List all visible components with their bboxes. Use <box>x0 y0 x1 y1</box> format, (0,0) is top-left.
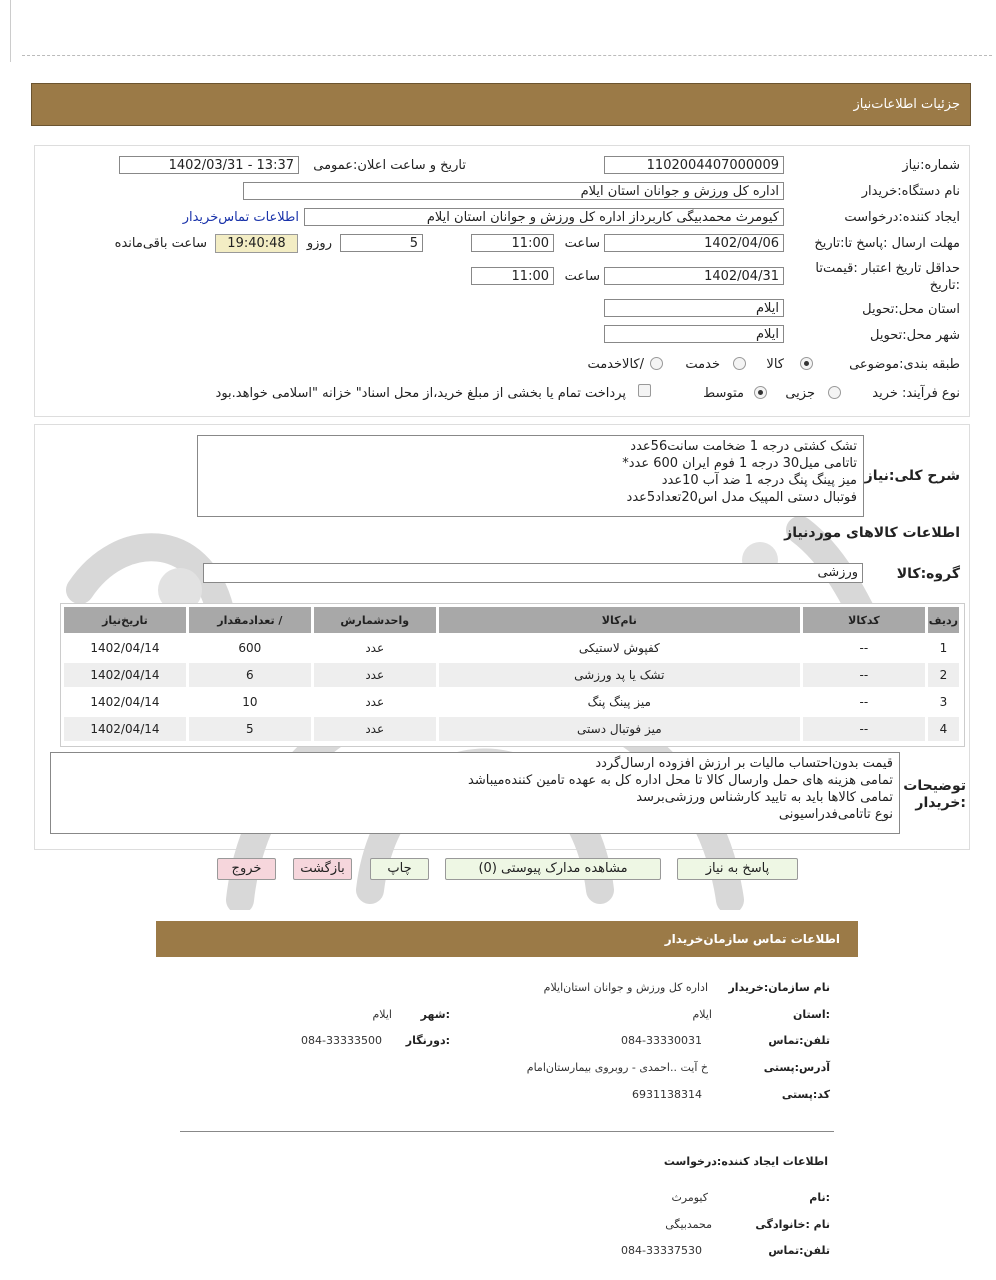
process-radio-minor[interactable] <box>828 386 841 399</box>
cell-qty: 600 <box>189 636 311 660</box>
cell-row: 4 <box>928 717 959 741</box>
remaining-label: ساعت باقی‌مانده <box>114 236 207 251</box>
cell-qty: 6 <box>189 663 311 687</box>
province-label: استان محل:تحویل <box>862 302 960 317</box>
treasury-payment-checkbox[interactable] <box>638 384 651 397</box>
contact-header-bar <box>156 921 858 957</box>
buyer-contact-link[interactable]: اطلاعات تماس‌خریدار <box>182 210 299 225</box>
announce-field: 1402/03/31 - 13:37 <box>119 156 299 174</box>
cell-name: میز فوتبال دستی <box>439 717 800 741</box>
creator-field: کیومرث محمدبیگی کاربرداز اداره کل ورزش و جوانان استان ایلام <box>304 208 784 226</box>
summary-line: میز پینگ پنگ درجه 1 ضد آب 10عدد <box>661 473 857 488</box>
header-bar <box>31 83 971 126</box>
address-label: آدرس:پستی <box>763 1061 830 1074</box>
summary-line: تاتامی میل30 درجه 1 فوم ایران 600 عدد* <box>622 456 857 471</box>
contact-city-label: :شهر <box>420 1008 450 1021</box>
validity-time-field: 11:00 <box>471 267 554 285</box>
days-field: 5 <box>340 234 423 252</box>
print-button[interactable]: چاپ <box>370 858 429 880</box>
cell-name: میز پینگ پنگ <box>439 690 800 714</box>
reply-button[interactable]: پاسخ به نیاز <box>677 858 798 880</box>
cell-name: تشک یا پد ورزشی <box>439 663 800 687</box>
fax-value: 084-33333500 <box>301 1034 382 1047</box>
creator-name-value: کیومرث <box>671 1191 708 1204</box>
buyer-notes <box>50 752 900 834</box>
header-title: جزئیات اطلاعات‌نیاز <box>853 97 960 112</box>
validity-time-label: ساعت <box>564 269 600 284</box>
province-field: ایلام <box>604 299 784 317</box>
deadline-time-field: 11:00 <box>471 234 554 252</box>
cell-row: 1 <box>928 636 959 660</box>
left-border-line <box>10 0 11 62</box>
cell-qty: 10 <box>189 690 311 714</box>
postal-value: 6931138314 <box>632 1088 702 1101</box>
table-row <box>64 663 959 687</box>
category-radio-service[interactable] <box>733 357 746 370</box>
attachments-button[interactable]: مشاهده مدارک پیوستی (0) <box>445 858 661 880</box>
col-code: کدکالا <box>803 607 925 633</box>
summary-description <box>197 435 864 517</box>
category-label: طبقه بندی:موضوعی <box>849 357 960 372</box>
validity-label: حداقل تاریخ اعتبار :قیمت‌تا <box>815 261 960 276</box>
table-row <box>64 636 959 660</box>
category-radio-goods[interactable] <box>800 357 813 370</box>
address-value: خ آیت ..احمدی - روبروی بیمارستان‌امام <box>526 1061 708 1074</box>
summary-label: شرح کلی:نیاز <box>864 468 960 484</box>
col-row: ردیف <box>928 607 959 633</box>
back-button[interactable]: بازگشت <box>293 858 352 880</box>
contact-phone-label: تلفن:تماس <box>768 1034 830 1047</box>
contact-divider <box>180 1131 834 1132</box>
dashed-divider <box>22 55 992 56</box>
summary-line: فوتبال دستی المپیک مدل اس20تعداد5عدد <box>626 490 857 505</box>
category-option-goods: کالا <box>766 357 784 372</box>
category-option-service: خدمت <box>685 357 720 372</box>
contact-province-value: ایلام <box>692 1008 712 1021</box>
cell-row: 2 <box>928 663 959 687</box>
deadline-date-field: 1402/04/06 <box>604 234 784 252</box>
deadline-label: مهلت ارسال :پاسخ تا:تاریخ <box>814 236 960 251</box>
table-row <box>64 717 959 741</box>
col-qty: / تعدادمقدار <box>189 607 311 633</box>
contact-province-label: :استان <box>793 1008 830 1021</box>
city-field: ایلام <box>604 325 784 343</box>
cell-date: 1402/04/14 <box>64 717 186 741</box>
creator-family-label: نام :خانوادگی <box>755 1218 830 1231</box>
creator-phone-label: تلفن:تماس <box>768 1244 830 1257</box>
exit-button[interactable]: خروج <box>217 858 276 880</box>
contact-city-value: ایلام <box>372 1008 392 1021</box>
goods-group-label: گروه:کالا <box>896 566 960 582</box>
cell-date: 1402/04/14 <box>64 636 186 660</box>
cell-date: 1402/04/14 <box>64 690 186 714</box>
cell-code: -- <box>803 663 925 687</box>
col-name: نام‌کالا <box>439 607 800 633</box>
note-line: قیمت بدون‌احتساب مالیات بر ارزش افزوده ارسال‌گردد <box>595 756 893 771</box>
col-date: تاریخ‌نیاز <box>64 607 186 633</box>
cell-unit: عدد <box>314 636 436 660</box>
org-label: نام سازمان:خریدار <box>728 981 830 994</box>
buyer-org-field: اداره کل ورزش و جوانان استان ایلام <box>243 182 784 200</box>
announce-label: تاریخ و ساعت اعلان:عمومی <box>313 158 466 173</box>
contact-title: اطلاعات تماس سازمان‌خریدار <box>664 932 840 946</box>
fax-label: :دورنگار <box>405 1034 450 1047</box>
buyer-notes-label-2: :خریدار <box>915 795 966 811</box>
validity-date-field: 1402/04/31 <box>604 267 784 285</box>
creator-name-label: :نام <box>809 1191 830 1204</box>
process-option-minor: جزیی <box>785 386 815 401</box>
goods-group-field: ورزشی <box>203 563 863 583</box>
cell-unit: عدد <box>314 663 436 687</box>
deadline-time-label: ساعت <box>564 236 600 251</box>
goods-table <box>61 604 962 744</box>
creator-label: ایجاد کننده:درخواست <box>844 210 960 225</box>
table-row <box>64 690 959 714</box>
cell-code: -- <box>803 636 925 660</box>
buyer-org-label: نام دستگاه:خریدار <box>861 184 960 199</box>
validity-label-2: :تاریخ <box>929 278 960 293</box>
need-number-label: شماره:نیاز <box>902 158 960 173</box>
org-value: اداره کل ورزش و جوانان استان‌ایلام <box>543 981 708 994</box>
summary-line: تشک کشتی درجه 1 ضخامت سانت56عدد <box>630 439 857 454</box>
buyer-notes-label: توضیحات <box>903 778 966 794</box>
creator-family-value: محمدبیگی <box>665 1218 712 1231</box>
days-label: روزو <box>306 236 332 251</box>
cell-name: کفپوش لاستیکی <box>439 636 800 660</box>
category-radio-goods-service[interactable] <box>650 357 663 370</box>
cell-unit: عدد <box>314 717 436 741</box>
creator-phone-value: 084-33337530 <box>621 1244 702 1257</box>
category-option-goods-service: /کالاخدمت <box>587 357 644 372</box>
cell-code: -- <box>803 717 925 741</box>
postal-label: کد:پستی <box>781 1088 830 1101</box>
process-option-medium: متوسط <box>703 386 744 401</box>
cell-unit: عدد <box>314 690 436 714</box>
goods-section-title: اطلاعات کالاهای موردنیاز <box>784 525 960 541</box>
col-unit: واحدشمارش <box>314 607 436 633</box>
contact-phone-value: 084-33330031 <box>621 1034 702 1047</box>
goods-table-header <box>64 607 959 633</box>
city-label: شهر محل:تحویل <box>870 328 960 343</box>
process-radio-medium[interactable] <box>754 386 767 399</box>
treasury-payment-note: پرداخت تمام یا بخشی از مبلغ خرید،از محل اسناد" خزانه "اسلامی خواهد.بود <box>215 386 626 401</box>
note-line: تمامی کالاها باید به تایید کارشناس ورزشی‌برسد <box>636 790 893 805</box>
creator-info-title: اطلاعات ایجاد کننده:درخواست <box>663 1155 828 1168</box>
cell-qty: 5 <box>189 717 311 741</box>
process-label: نوع فرآیند: خرید <box>872 386 960 401</box>
note-line: نوع تاتامی‌فدراسیونی <box>778 807 893 822</box>
cell-code: -- <box>803 690 925 714</box>
remaining-time-display: 19:40:48 <box>215 234 298 253</box>
cell-date: 1402/04/14 <box>64 663 186 687</box>
cell-row: 3 <box>928 690 959 714</box>
note-line: تمامی هزینه های حمل وارسال کالا تا محل اداره کل به عهده تامین کننده‌میباشد <box>468 773 893 788</box>
need-number-field: 1102004407000009 <box>604 156 784 174</box>
